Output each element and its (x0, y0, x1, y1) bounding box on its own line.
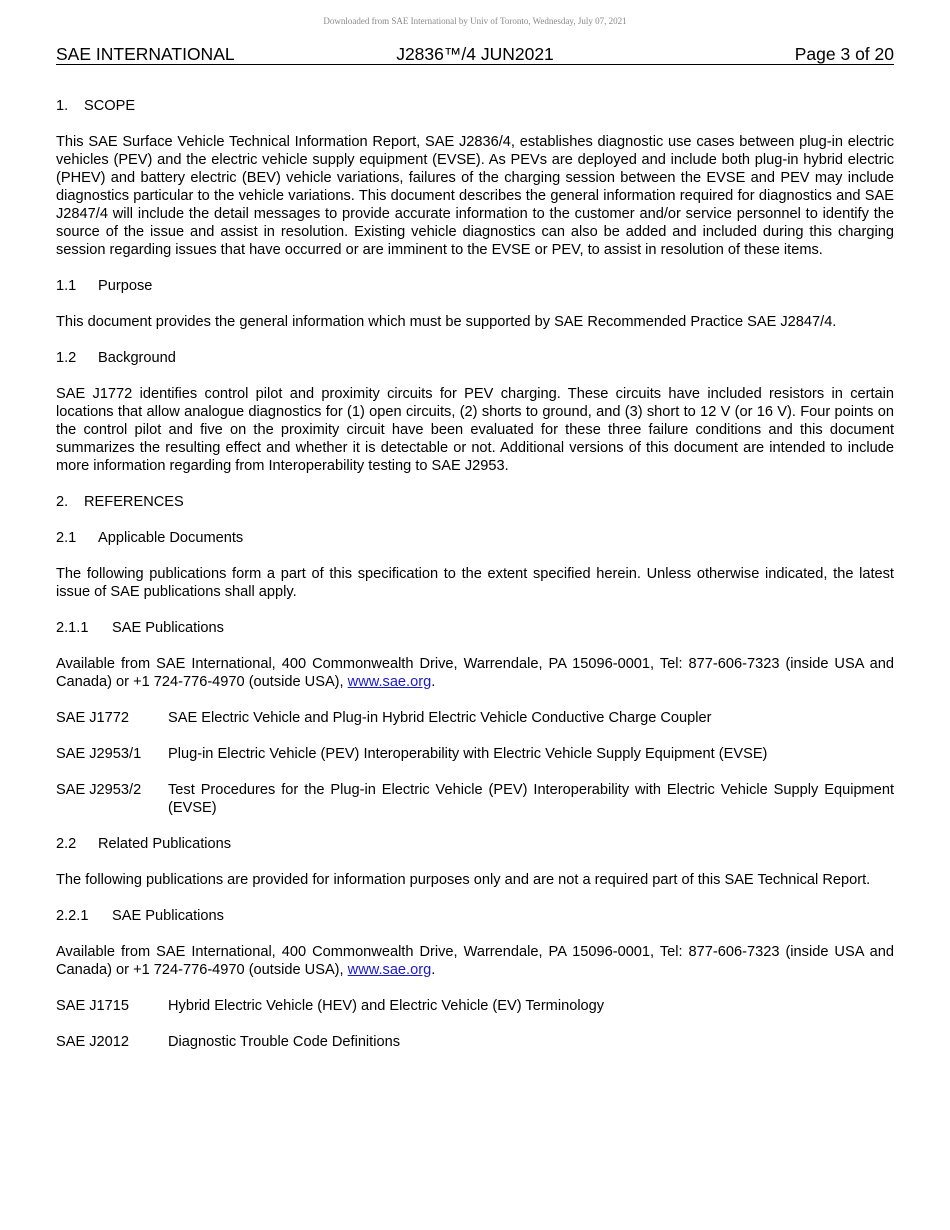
availability-suffix: . (431, 674, 436, 690)
section-2-2-1-heading (56, 907, 894, 925)
section-number: 1. (56, 98, 69, 114)
availability-suffix: . (431, 962, 436, 978)
section-1-heading (56, 97, 894, 115)
availability-text: Available from SAE International, 400 Commonwealth Drive, Warrendale, PA 15096-0001, Tel: 877-606-7323 (inside USA and Canada) or +1 724-776-4970 (outside USA), (56, 656, 894, 690)
header-doc-id: J2836™/4 JUN2021 (396, 44, 554, 64)
section-number: 2.2.1 (56, 908, 89, 924)
reference-entry (56, 1033, 894, 1051)
reference-code: SAE J1772 (56, 710, 130, 726)
section-number: 2.1 (56, 530, 77, 546)
reference-title: SAE Electric Vehicle and Plug-in Hybrid Electric Vehicle Conductive Charge Coupler (168, 710, 712, 726)
reference-entry (56, 709, 894, 727)
header-org: SAE INTERNATIONAL (56, 44, 235, 64)
reference-entry (56, 745, 894, 763)
section-title: Applicable Documents (98, 530, 244, 546)
section-title: Purpose (98, 278, 153, 294)
section-2-heading (56, 493, 894, 511)
availability-paragraph (56, 655, 894, 691)
reference-code: SAE J2953/2 (56, 782, 142, 798)
download-watermark: Downloaded from SAE International by Univ of Toronto, Wednesday, July 07, 2021 (323, 16, 627, 26)
section-number: 1.2 (56, 350, 77, 366)
section-number: 1.1 (56, 278, 77, 294)
section-2-1-heading (56, 529, 894, 547)
sae-website-link[interactable]: www.sae.org (347, 962, 432, 978)
section-number: 2.2 (56, 836, 77, 852)
reference-title: Diagnostic Trouble Code Definitions (168, 1034, 401, 1050)
section-title: Related Publications (98, 836, 232, 852)
reference-code: SAE J1715 (56, 998, 130, 1014)
document-body (56, 97, 894, 1051)
header-page-number: Page 3 of 20 (794, 44, 894, 64)
availability-paragraph (56, 943, 894, 979)
section-2-1-1-heading (56, 619, 894, 637)
section-title: REFERENCES (84, 494, 184, 510)
reference-code: SAE J2953/1 (56, 746, 142, 762)
section-1-2-heading (56, 349, 894, 367)
reference-entry (56, 997, 894, 1015)
section-2-2-heading (56, 835, 894, 853)
reference-title: Hybrid Electric Vehicle (HEV) and Electric Vehicle (EV) Terminology (168, 998, 605, 1014)
page-header (56, 44, 894, 65)
reference-title: Test Procedures for the Plug-in Electric Vehicle (PEV) Interoperability with Electric Vehicle Supply Equipment (EVSE) (168, 782, 894, 816)
section-title: SCOPE (84, 98, 136, 114)
scope-paragraph: This SAE Surface Vehicle Technical Information Report, SAE J2836/4, establishes diagnostic use cases between plug-in electric vehicles (PEV) and the electric vehicle supply equipment (EVSE). As PEVs are deployed and include both plug-in hybrid electric (PHEV) and battery electric (BEV) vehicle variations, failures of the charging session between the EVSE and PEV may include diagnostics particular to the vehicle variations. This document describes the general information required for diagnostics and SAE J2847/4 will include the detail messages to provide accurate information to the customer and/or service personnel to identify the source of the issue and assist in resolution. Existing vehicle diagnostics can also be added and included during this charging session regarding issues that have occurred or are imminent to the EVSE or PEV, to assist in resolution of these items. (56, 134, 894, 258)
related-publications-paragraph: The following publications are provided for information purposes only and are not a required part of this SAE Technical Report. (56, 872, 871, 888)
purpose-paragraph: This document provides the general information which must be supported by SAE Recommended Practice SAE J2847/4. (56, 314, 837, 330)
sae-website-link[interactable]: www.sae.org (347, 674, 432, 690)
section-number: 2. (56, 494, 69, 510)
section-title: SAE Publications (112, 620, 224, 636)
reference-code: SAE J2012 (56, 1034, 130, 1050)
section-title: Background (98, 350, 176, 366)
section-1-1-heading (56, 277, 894, 295)
applicable-documents-paragraph: The following publications form a part of this specification to the extent specified herein. Unless otherwise indicated, the latest issue of SAE publications shall apply. (56, 566, 894, 600)
section-title: SAE Publications (112, 908, 224, 924)
reference-entry (56, 781, 894, 817)
background-paragraph: SAE J1772 identifies control pilot and proximity circuits for PEV charging. These circuits have included resistors in certain locations that allow analogue diagnostics for (1) open circuits, (2) shorts to ground, and (3) short to 12 V (or 16 V). Four points on the control pilot and five on the proximity circuit have been evaluated for these three failure conditions and this document summarizes the resulting effect and whether it is detectable or not. Additional versions of this document are intended to include more information regarding from Interoperability testing to SAE J2953. (56, 386, 894, 474)
reference-title: Plug-in Electric Vehicle (PEV) Interoperability with Electric Vehicle Supply Equipment (EVSE) (168, 746, 768, 762)
availability-text: Available from SAE International, 400 Commonwealth Drive, Warrendale, PA 15096-0001, Tel: 877-606-7323 (inside USA and Canada) or +1 724-776-4970 (outside USA), (56, 944, 894, 978)
section-number: 2.1.1 (56, 620, 89, 636)
